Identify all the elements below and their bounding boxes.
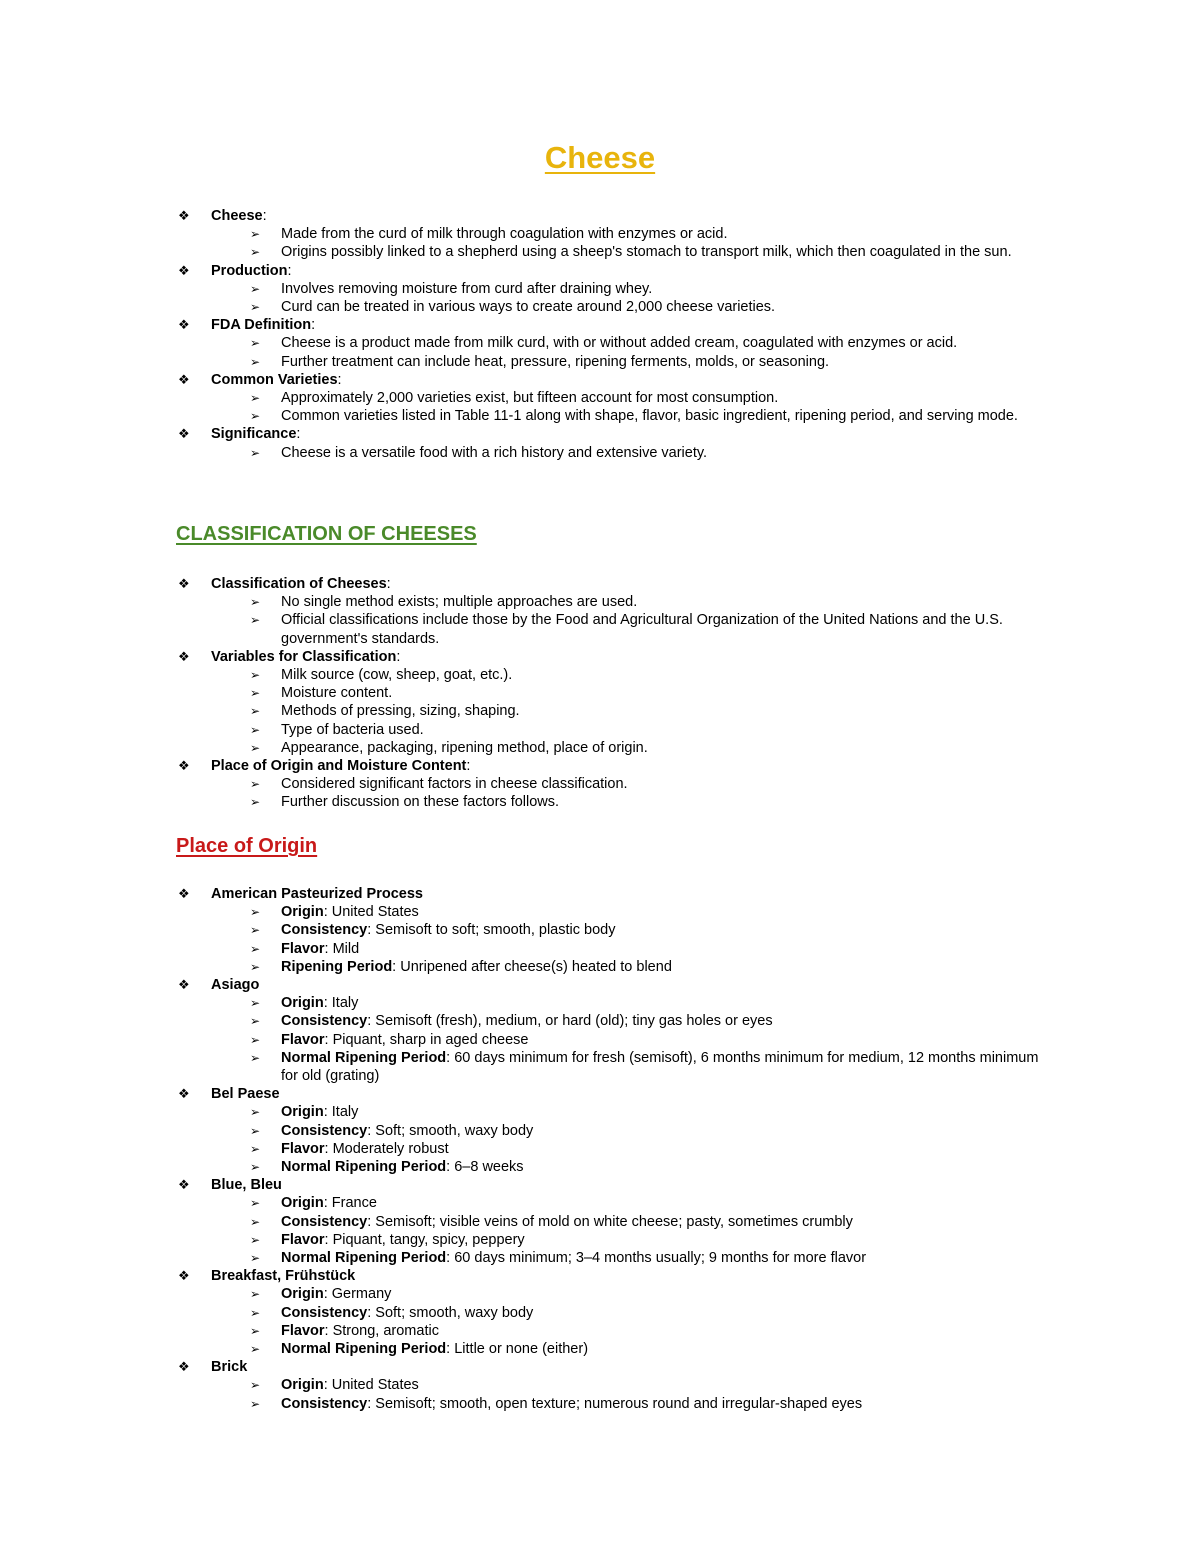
bullet-item [176,648,1046,666]
sub-list [176,334,1046,370]
item-label: Common Varieties [211,371,338,388]
field-value: : Piquant, sharp in aged cheese [324,1031,529,1048]
field-value: : Germany [323,1286,392,1303]
item-label: Brick [211,1359,248,1376]
bullet-item [176,262,1046,280]
field-key: Origin [281,904,324,921]
field-item [176,1213,1046,1231]
arrow-bullet-icon: ➢ [250,409,261,424]
field-item [176,1049,1046,1085]
diamond-bullet-icon: ❖ [178,371,190,387]
bullet-item [176,425,1046,443]
item-label: Cheese [211,208,263,224]
diamond-bullet-icon: ❖ [178,648,190,664]
field-item [176,1158,1046,1176]
field-key: Consistency [281,1304,368,1321]
arrow-bullet-icon: ➢ [250,1323,261,1338]
sub-list [176,280,1046,316]
item-label-suffix: : [311,317,316,334]
field-key: Flavor [281,940,325,957]
diamond-bullet-icon: ❖ [178,758,190,774]
item-label: Asiago [211,977,260,994]
field-item [176,1140,1046,1158]
field-value: : Italy [323,1104,359,1121]
sub-item [176,775,1046,793]
arrow-bullet-icon: ➢ [250,1014,261,1029]
bullet-item [176,1085,1046,1103]
diamond-bullet-icon: ❖ [178,317,190,333]
arrow-bullet-icon: ➢ [250,354,261,369]
field-key: Flavor [281,1031,325,1048]
bullet-item [176,316,1046,334]
arrow-bullet-icon: ➢ [250,1141,261,1156]
diamond-bullet-icon: ❖ [178,576,190,591]
field-item [176,1395,1046,1413]
field-value: : United States [323,904,419,921]
field-value: : Semisoft to soft; smooth, plastic body [367,922,616,939]
arrow-bullet-icon: ➢ [250,941,261,956]
arrow-bullet-icon: ➢ [250,1396,261,1411]
sub-list [176,1376,1046,1412]
field-value: : Semisoft (fresh), medium, or hard (old); tiny gas holes or eyes [367,1013,773,1030]
sub-item [176,407,1046,425]
arrow-bullet-icon: ➢ [250,959,261,974]
sub-item [176,389,1046,407]
arrow-bullet-icon: ➢ [250,1196,261,1211]
item-label: Variables for Classification [211,648,397,665]
bullet-item [176,1358,1046,1376]
field-item [176,1249,1046,1267]
item-label: Place of Origin and Moisture Content [211,758,467,775]
diamond-bullet-icon: ❖ [178,426,190,442]
item-label: Blue, Bleu [211,1177,282,1194]
diamond-bullet-icon: ❖ [178,262,190,278]
arrow-bullet-icon: ➢ [250,740,261,755]
item-label: FDA Definition [211,317,312,334]
sub-item [176,793,1046,811]
arrow-bullet-icon: ➢ [250,777,261,792]
arrow-bullet-icon: ➢ [250,704,261,719]
classification-section [176,575,1046,812]
item-label: Classification of Cheeses [211,576,387,592]
item-label-suffix: : [262,208,267,224]
arrow-bullet-icon: ➢ [250,1105,261,1120]
intro-section [176,207,1046,462]
sub-item [176,702,1046,720]
sub-item-text: Considered significant factors in cheese classification. [281,776,628,793]
sub-item-text: Official classifications include those by the Food and Agricultural Organization of the United Nations and the U.S. government's standards. [281,612,1003,647]
field-key: Normal Ripening Period [281,1049,447,1066]
arrow-bullet-icon: ➢ [250,391,261,406]
arrow-bullet-icon: ➢ [250,795,261,810]
bullet-item [176,207,1046,225]
sub-item [176,444,1046,462]
sub-item-text: Appearance, packaging, ripening method, place of origin. [281,739,648,756]
sub-item-text: Further discussion on these factors follows. [281,794,560,811]
field-key: Origin [281,995,324,1012]
sub-item [176,666,1046,684]
field-value: : Moderately robust [324,1140,449,1157]
item-label-suffix: : [396,648,401,665]
arrow-bullet-icon: ➢ [250,300,261,315]
field-key: Origin [281,1195,324,1212]
field-key: Normal Ripening Period [281,1341,447,1358]
sub-item-text: Methods of pressing, sizing, shaping. [281,703,520,720]
sub-item [176,334,1046,352]
field-key: Consistency [281,1213,368,1230]
field-key: Origin [281,1104,324,1121]
field-item [176,921,1046,939]
field-key: Consistency [281,922,368,939]
field-key: Consistency [281,1013,368,1030]
field-value: : Mild [324,940,360,957]
sub-item [176,739,1046,757]
field-item [176,1340,1046,1358]
sub-item [176,593,1046,611]
field-value: : Italy [323,995,359,1012]
sub-list [176,1285,1046,1358]
field-key: Flavor [281,1140,325,1157]
sub-item-text: Further treatment can include heat, pressure, ripening ferments, molds, or seasoning. [281,353,830,370]
arrow-bullet-icon: ➢ [250,1378,261,1393]
arrow-bullet-icon: ➢ [250,905,261,920]
diamond-bullet-icon: ❖ [178,1359,190,1375]
field-key: Ripening Period [281,958,393,975]
field-value: : Semisoft; visible veins of mold on white cheese; pasty, sometimes crumbly [367,1213,853,1230]
arrow-bullet-icon: ➢ [250,445,261,460]
field-key: Origin [281,1286,324,1303]
diamond-bullet-icon: ❖ [178,208,190,223]
sub-item-text: Cheese is a product made from milk curd, with or without added cream, coagulated with enzymes or acid. [281,335,958,352]
arrow-bullet-icon: ➢ [250,613,261,628]
arrow-bullet-icon: ➢ [250,1287,261,1302]
field-value: : Soft; smooth, waxy body [367,1304,534,1321]
sub-list [176,903,1046,976]
field-item [176,1031,1046,1049]
sub-list [176,593,1046,648]
field-item [176,1231,1046,1249]
bullet-item [176,371,1046,389]
item-label: Breakfast, Frühstück [211,1268,356,1285]
sub-list [176,994,1046,1085]
item-label: Bel Paese [211,1086,280,1103]
arrow-bullet-icon: ➢ [250,1050,261,1065]
field-key: Normal Ripening Period [281,1159,447,1176]
arrow-bullet-icon: ➢ [250,1032,261,1047]
field-value: : Soft; smooth, waxy body [367,1122,534,1139]
field-item [176,940,1046,958]
diamond-bullet-icon: ❖ [178,886,190,901]
sub-item-text: Made from the curd of milk through coagulation with enzymes or acid. [281,226,728,243]
arrow-bullet-icon: ➢ [250,722,261,737]
sub-item [176,243,1046,261]
arrow-bullet-icon: ➢ [250,245,261,260]
sub-list [176,444,1046,462]
item-label: Production [211,262,288,279]
field-item [176,1304,1046,1322]
arrow-bullet-icon: ➢ [250,996,261,1011]
arrow-bullet-icon: ➢ [250,923,261,938]
field-item [176,1194,1046,1212]
item-label-suffix: : [287,262,292,279]
sub-list [176,1194,1046,1267]
classification-heading: CLASSIFICATION OF CHEESES [176,523,477,545]
place-of-origin-heading: Place of Origin [176,835,318,857]
sub-list [176,225,1046,261]
sub-item [176,353,1046,371]
field-item [176,958,1046,976]
field-value: : 6–8 weeks [446,1159,524,1176]
sub-item-text: Common varieties listed in Table 11-1 along with shape, flavor, basic ingredient, ripening period, and serving mode. [281,408,1018,425]
arrow-bullet-icon: ➢ [250,1214,261,1229]
sub-item [176,280,1046,298]
arrow-bullet-icon: ➢ [250,1160,261,1175]
field-item [176,1376,1046,1394]
diamond-bullet-icon: ❖ [178,1086,190,1102]
bullet-item [176,976,1046,994]
arrow-bullet-icon: ➢ [250,1251,261,1266]
place-of-origin-section [176,885,1046,1413]
sub-item-text: Type of bacteria used. [281,721,424,738]
sub-item [176,298,1046,316]
arrow-bullet-icon: ➢ [250,668,261,683]
field-key: Consistency [281,1122,368,1139]
field-value: : Semisoft; smooth, open texture; numerous round and irregular-shaped eyes [367,1395,863,1412]
sub-item [176,225,1046,243]
arrow-bullet-icon: ➢ [250,686,261,701]
arrow-bullet-icon: ➢ [250,227,261,242]
sub-item-text: Moisture content. [281,685,393,702]
field-item [176,994,1046,1012]
arrow-bullet-icon: ➢ [250,1123,261,1138]
sub-list [176,1103,1046,1176]
sub-list [176,775,1046,811]
field-item [176,1322,1046,1340]
field-value: : 60 days minimum for fresh (semisoft), 6 months minimum for medium, 12 months minimum for old (grating) [281,1049,1039,1085]
arrow-bullet-icon: ➢ [250,281,261,296]
sub-item-text: No single method exists; multiple approaches are used. [281,594,638,611]
sub-item-text: Involves removing moisture from curd after draining whey. [281,280,653,297]
item-label-suffix: : [296,426,301,443]
sub-item-text: Milk source (cow, sheep, goat, etc.). [281,667,513,684]
sub-item-text: Origins possibly linked to a shepherd using a sheep's stomach to transport milk, which then coagulated in the sun. [281,244,1012,261]
sub-list [176,666,1046,757]
item-label: Significance [211,426,297,443]
field-value: : France [323,1195,377,1212]
arrow-bullet-icon: ➢ [250,1342,261,1357]
field-value: : Strong, aromatic [324,1322,439,1339]
field-value: : 60 days minimum; 3–4 months usually; 9 months for more flavor [446,1250,867,1267]
diamond-bullet-icon: ❖ [178,1177,190,1193]
page-title: Cheese [544,140,656,175]
field-item [176,1122,1046,1140]
diamond-bullet-icon: ❖ [178,1268,190,1284]
diamond-bullet-icon: ❖ [178,977,190,993]
sub-item [176,721,1046,739]
field-item [176,1103,1046,1121]
field-key: Normal Ripening Period [281,1250,447,1267]
field-value: : Unripened after cheese(s) heated to blend [392,958,672,975]
sub-list [176,389,1046,425]
field-value: : United States [323,1377,419,1394]
sub-item-text: Curd can be treated in various ways to create around 2,000 cheese varieties. [281,299,776,316]
field-value: : Little or none (either) [446,1341,589,1358]
field-key: Consistency [281,1395,368,1412]
field-key: Flavor [281,1322,325,1339]
field-item [176,903,1046,921]
field-key: Origin [281,1377,324,1394]
bullet-item [176,575,1046,593]
sub-item-text: Cheese is a versatile food with a rich history and extensive variety. [281,444,708,461]
arrow-bullet-icon: ➢ [250,1305,261,1320]
arrow-bullet-icon: ➢ [250,1232,261,1247]
item-label-suffix: : [337,371,342,388]
arrow-bullet-icon: ➢ [250,336,261,351]
item-label: American Pasteurized Process [211,886,423,902]
field-item [176,1012,1046,1030]
sub-item [176,684,1046,702]
field-value: : Piquant, tangy, spicy, peppery [324,1231,525,1248]
field-item [176,1285,1046,1303]
bullet-item [176,1267,1046,1285]
sub-item-text: Approximately 2,000 varieties exist, but fifteen account for most consumption. [281,390,779,407]
bullet-item [176,757,1046,775]
field-key: Flavor [281,1231,325,1248]
sub-item [176,611,1046,647]
bullet-item [176,885,1046,903]
item-label-suffix: : [466,758,471,775]
item-label-suffix: : [386,576,391,592]
bullet-item [176,1176,1046,1194]
arrow-bullet-icon: ➢ [250,595,261,610]
